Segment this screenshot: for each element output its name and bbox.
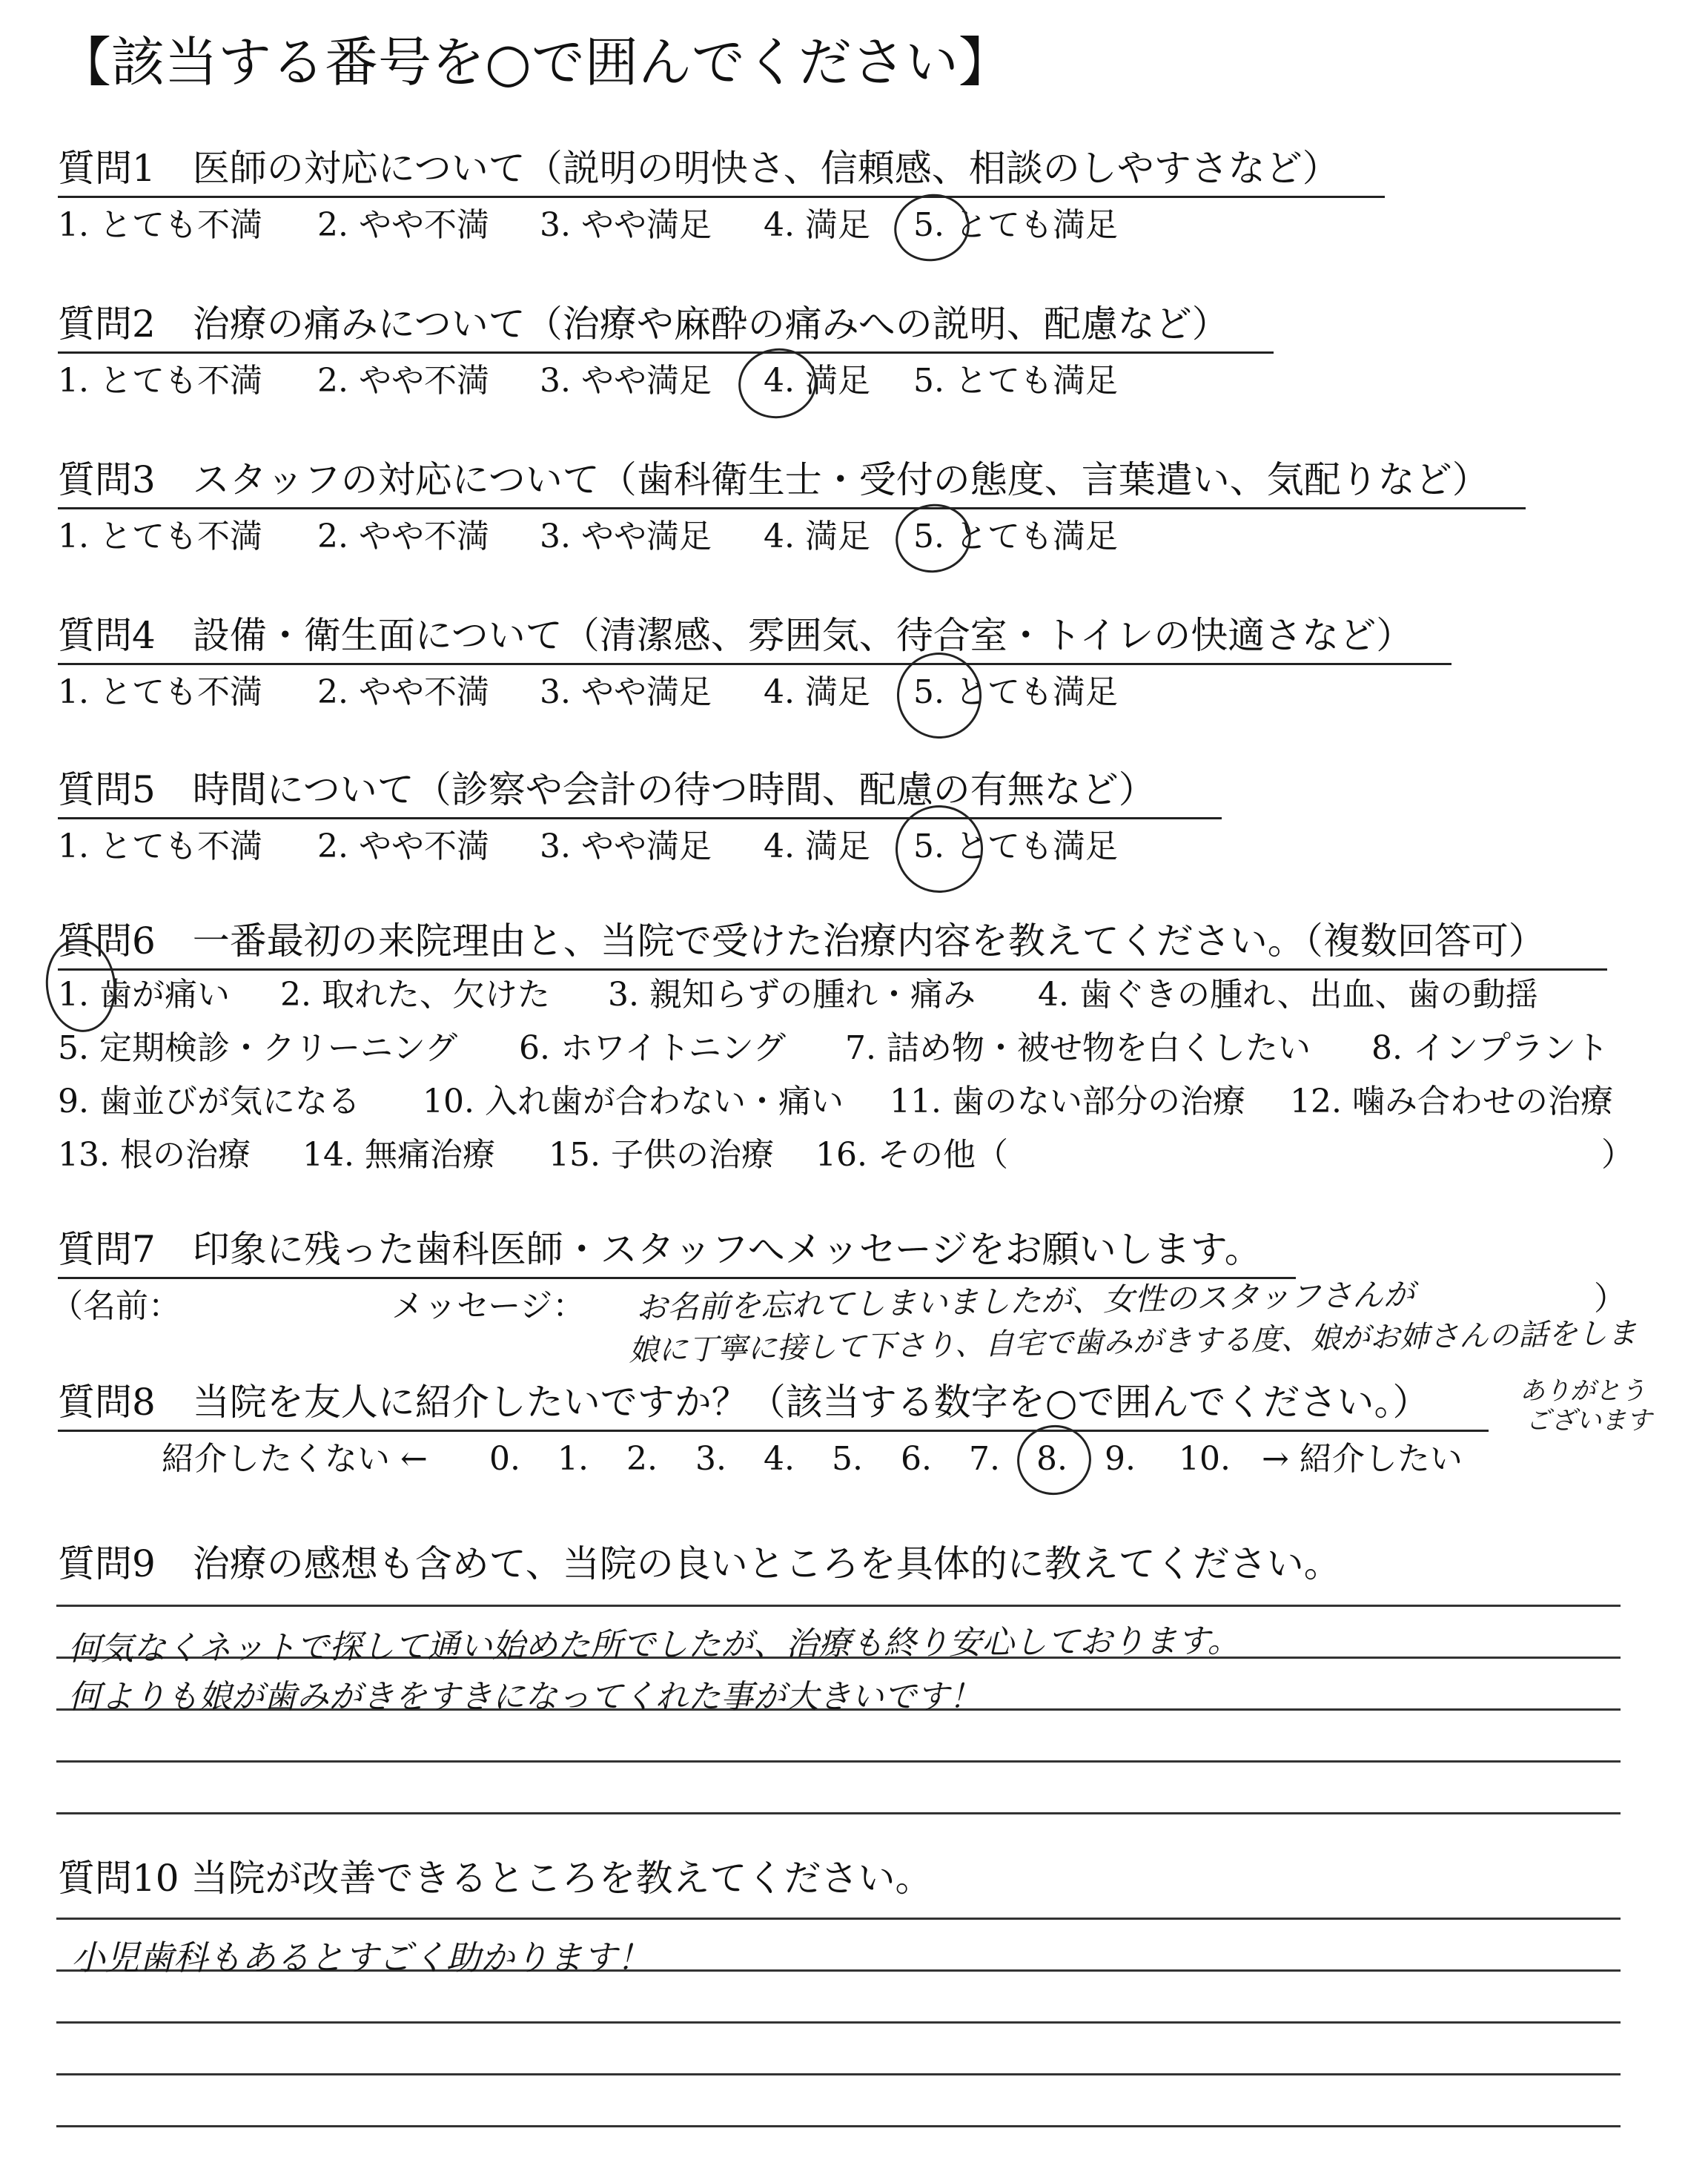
q3-title: 質問3 スタッフの対応について（歯科衛生士・受付の態度、言葉遣い、気配りなど）	[58, 461, 1526, 509]
q6-option-1[interactable]: 1. 歯が痛い	[58, 976, 230, 1014]
q4-option-4[interactable]: 4. 満足	[764, 673, 870, 711]
q2-title: 質問2 治療の痛みについて（治療や麻酔の痛みへの説明、配慮など）	[58, 305, 1274, 354]
q6-option-12[interactable]: 12. 噛み合わせの治療	[1290, 1083, 1613, 1120]
q3-option-4[interactable]: 4. 満足	[764, 518, 870, 555]
q10-answer-rule-4	[56, 2073, 1621, 2075]
q9-handwritten-line-1: 何気なくネットで探して通い始めた所でしたが、治療も終り安心しております。	[67, 1622, 1240, 1668]
q7-handwritten-line-4: ございます	[1526, 1406, 1652, 1436]
q8-option-9[interactable]: 9.	[1105, 1440, 1136, 1478]
q8-option-4[interactable]: 4.	[764, 1440, 795, 1478]
q8-option-7[interactable]: 7.	[969, 1440, 1000, 1478]
q7-close-paren: ）	[1594, 1280, 1626, 1318]
q8-title: 質問8 当院を友人に紹介したいですか？（該当する数字を○で囲んでください。）	[58, 1384, 1489, 1432]
q5-title: 質問5 時間について（診察や会計の待つ時間、配慮の有無など）	[58, 771, 1222, 819]
q6-title: 質問6 一番最初の来院理由と、当院で受けた治療内容を教えてください。（複数回答可）	[58, 922, 1607, 971]
q7-handwritten-line-1: お名前を忘れてしまいましたが、女性のスタッフさんが	[635, 1275, 1415, 1327]
q6-option-9[interactable]: 9. 歯並びが気になる	[58, 1083, 360, 1120]
q10-answer-rule-1	[56, 1918, 1621, 1920]
q2-option-3[interactable]: 3. やや満足	[540, 362, 712, 400]
q2-option-5[interactable]: 5. とても満足	[913, 362, 1118, 400]
q6-option-3[interactable]: 3. 親知らずの腫れ・痛み	[608, 976, 976, 1014]
q1-option-3[interactable]: 3. やや満足	[540, 206, 712, 244]
q5-option-4[interactable]: 4. 満足	[764, 828, 870, 865]
q4-option-1[interactable]: 1. とても不満	[58, 673, 262, 711]
q1-title: 質問1 医師の対応について（説明の明快さ、信頼感、相談のしやすさなど）	[58, 150, 1385, 198]
q3-option-1[interactable]: 1. とても不満	[58, 518, 262, 555]
q3-option-3[interactable]: 3. やや満足	[540, 518, 712, 555]
q7-name-label: （名前：	[50, 1287, 181, 1325]
q6-option-14[interactable]: 14. 無痛治療	[302, 1136, 495, 1174]
q10-title: 質問10 当院が改善できるところを教えてください。	[58, 1857, 933, 1900]
q7-message-label: メッセージ：	[391, 1287, 586, 1325]
q6-option-4[interactable]: 4. 歯ぐきの腫れ、出血、歯の動揺	[1038, 976, 1538, 1014]
q7-title: 質問7 印象に残った歯科医師・スタッフへメッセージをお願いします。	[58, 1231, 1296, 1279]
q6-option-11[interactable]: 11. 歯のない部分の治療	[890, 1083, 1245, 1120]
q8-option-6[interactable]: 6.	[901, 1440, 932, 1478]
q5-option-2[interactable]: 2. やや不満	[317, 828, 489, 865]
q4-title: 質問4 設備・衛生面について（清潔感、雰囲気、待合室・トイレの快適さなど）	[58, 617, 1452, 665]
q4-option-3[interactable]: 3. やや満足	[540, 673, 712, 711]
q2-option-2[interactable]: 2. やや不満	[317, 362, 489, 400]
q1-option-2[interactable]: 2. やや不満	[317, 206, 489, 244]
form-header: 【該当する番号を○で囲んでください】	[58, 31, 1012, 93]
q7-handwritten-line-3: ありがとう	[1520, 1376, 1646, 1406]
q5-option-3[interactable]: 3. やや満足	[540, 828, 712, 865]
q5-option-1[interactable]: 1. とても不満	[58, 828, 262, 865]
q1-option-1[interactable]: 1. とても不満	[58, 206, 262, 244]
q6-option-7[interactable]: 7. 詰め物・被せ物を白くしたい	[845, 1029, 1311, 1067]
q6-option-6[interactable]: 6. ホワイトニング	[519, 1029, 787, 1067]
q8-option-1[interactable]: 1.	[557, 1440, 589, 1478]
q8-right-label: → 紹介したい	[1262, 1440, 1463, 1478]
q8-left-label: 紹介したくない ←	[162, 1440, 428, 1478]
q8-option-2[interactable]: 2.	[626, 1440, 658, 1478]
q6-option-5[interactable]: 5. 定期検診・クリーニング	[58, 1029, 458, 1067]
q4-option-2[interactable]: 2. やや不満	[317, 673, 489, 711]
q2-option-4[interactable]: 4. 満足	[764, 362, 870, 400]
q10-answer-rule-3	[56, 2021, 1621, 2024]
q3-option-5[interactable]: 5. とても満足	[913, 518, 1118, 555]
q8-option-3[interactable]: 3.	[695, 1440, 726, 1478]
q1-selection-circle	[888, 187, 976, 268]
q10-answer-rule-5	[56, 2125, 1621, 2127]
q6-option-2[interactable]: 2. 取れた、欠けた	[280, 976, 550, 1014]
q8-option-5[interactable]: 5.	[832, 1440, 863, 1478]
q6-option-13[interactable]: 13. 根の治療	[58, 1136, 251, 1174]
q9-answer-rule-1	[56, 1605, 1621, 1607]
q1-option-5[interactable]: 5. とても満足	[913, 206, 1118, 244]
q9-title: 質問9 治療の感想も含めて、当院の良いところを具体的に教えてください。	[58, 1542, 1341, 1585]
q5-option-5[interactable]: 5. とても満足	[913, 828, 1118, 865]
q7-handwritten-line-2: 娘に丁寧に接して下さり、自宅で歯みがきする度、娘がお姉さんの話をしま	[628, 1316, 1638, 1368]
q9-handwritten-line-2: 何よりも娘が歯みがきをすきになってくれた事が大きいです！	[68, 1678, 982, 1716]
q8-option-10[interactable]: 10.	[1179, 1440, 1231, 1478]
q4-option-5[interactable]: 5. とても満足	[913, 673, 1118, 711]
q8-option-8[interactable]: 8.	[1036, 1440, 1068, 1478]
q6-option-10[interactable]: 10. 入れ歯が合わない・痛い	[423, 1083, 844, 1120]
q6-option-8[interactable]: 8. インプラント	[1371, 1029, 1609, 1067]
q3-selection-circle	[890, 497, 978, 579]
q10-handwritten-line-1: 小児歯科もあるとすごく助かります！	[71, 1938, 651, 1978]
q2-option-1[interactable]: 1. とても不満	[58, 362, 262, 400]
q6-option-15[interactable]: 15. 子供の治療	[549, 1136, 774, 1174]
q9-answer-rule-5	[56, 1812, 1621, 1814]
q2-selection-circle	[733, 343, 823, 425]
q6-option-16[interactable]: 16. その他（	[815, 1136, 1008, 1174]
q3-option-2[interactable]: 2. やや不満	[317, 518, 489, 555]
q8-option-0[interactable]: 0.	[489, 1440, 520, 1478]
q9-answer-rule-4	[56, 1760, 1621, 1763]
q1-option-4[interactable]: 4. 満足	[764, 206, 870, 244]
q6-other-close-paren: ）	[1601, 1136, 1634, 1174]
